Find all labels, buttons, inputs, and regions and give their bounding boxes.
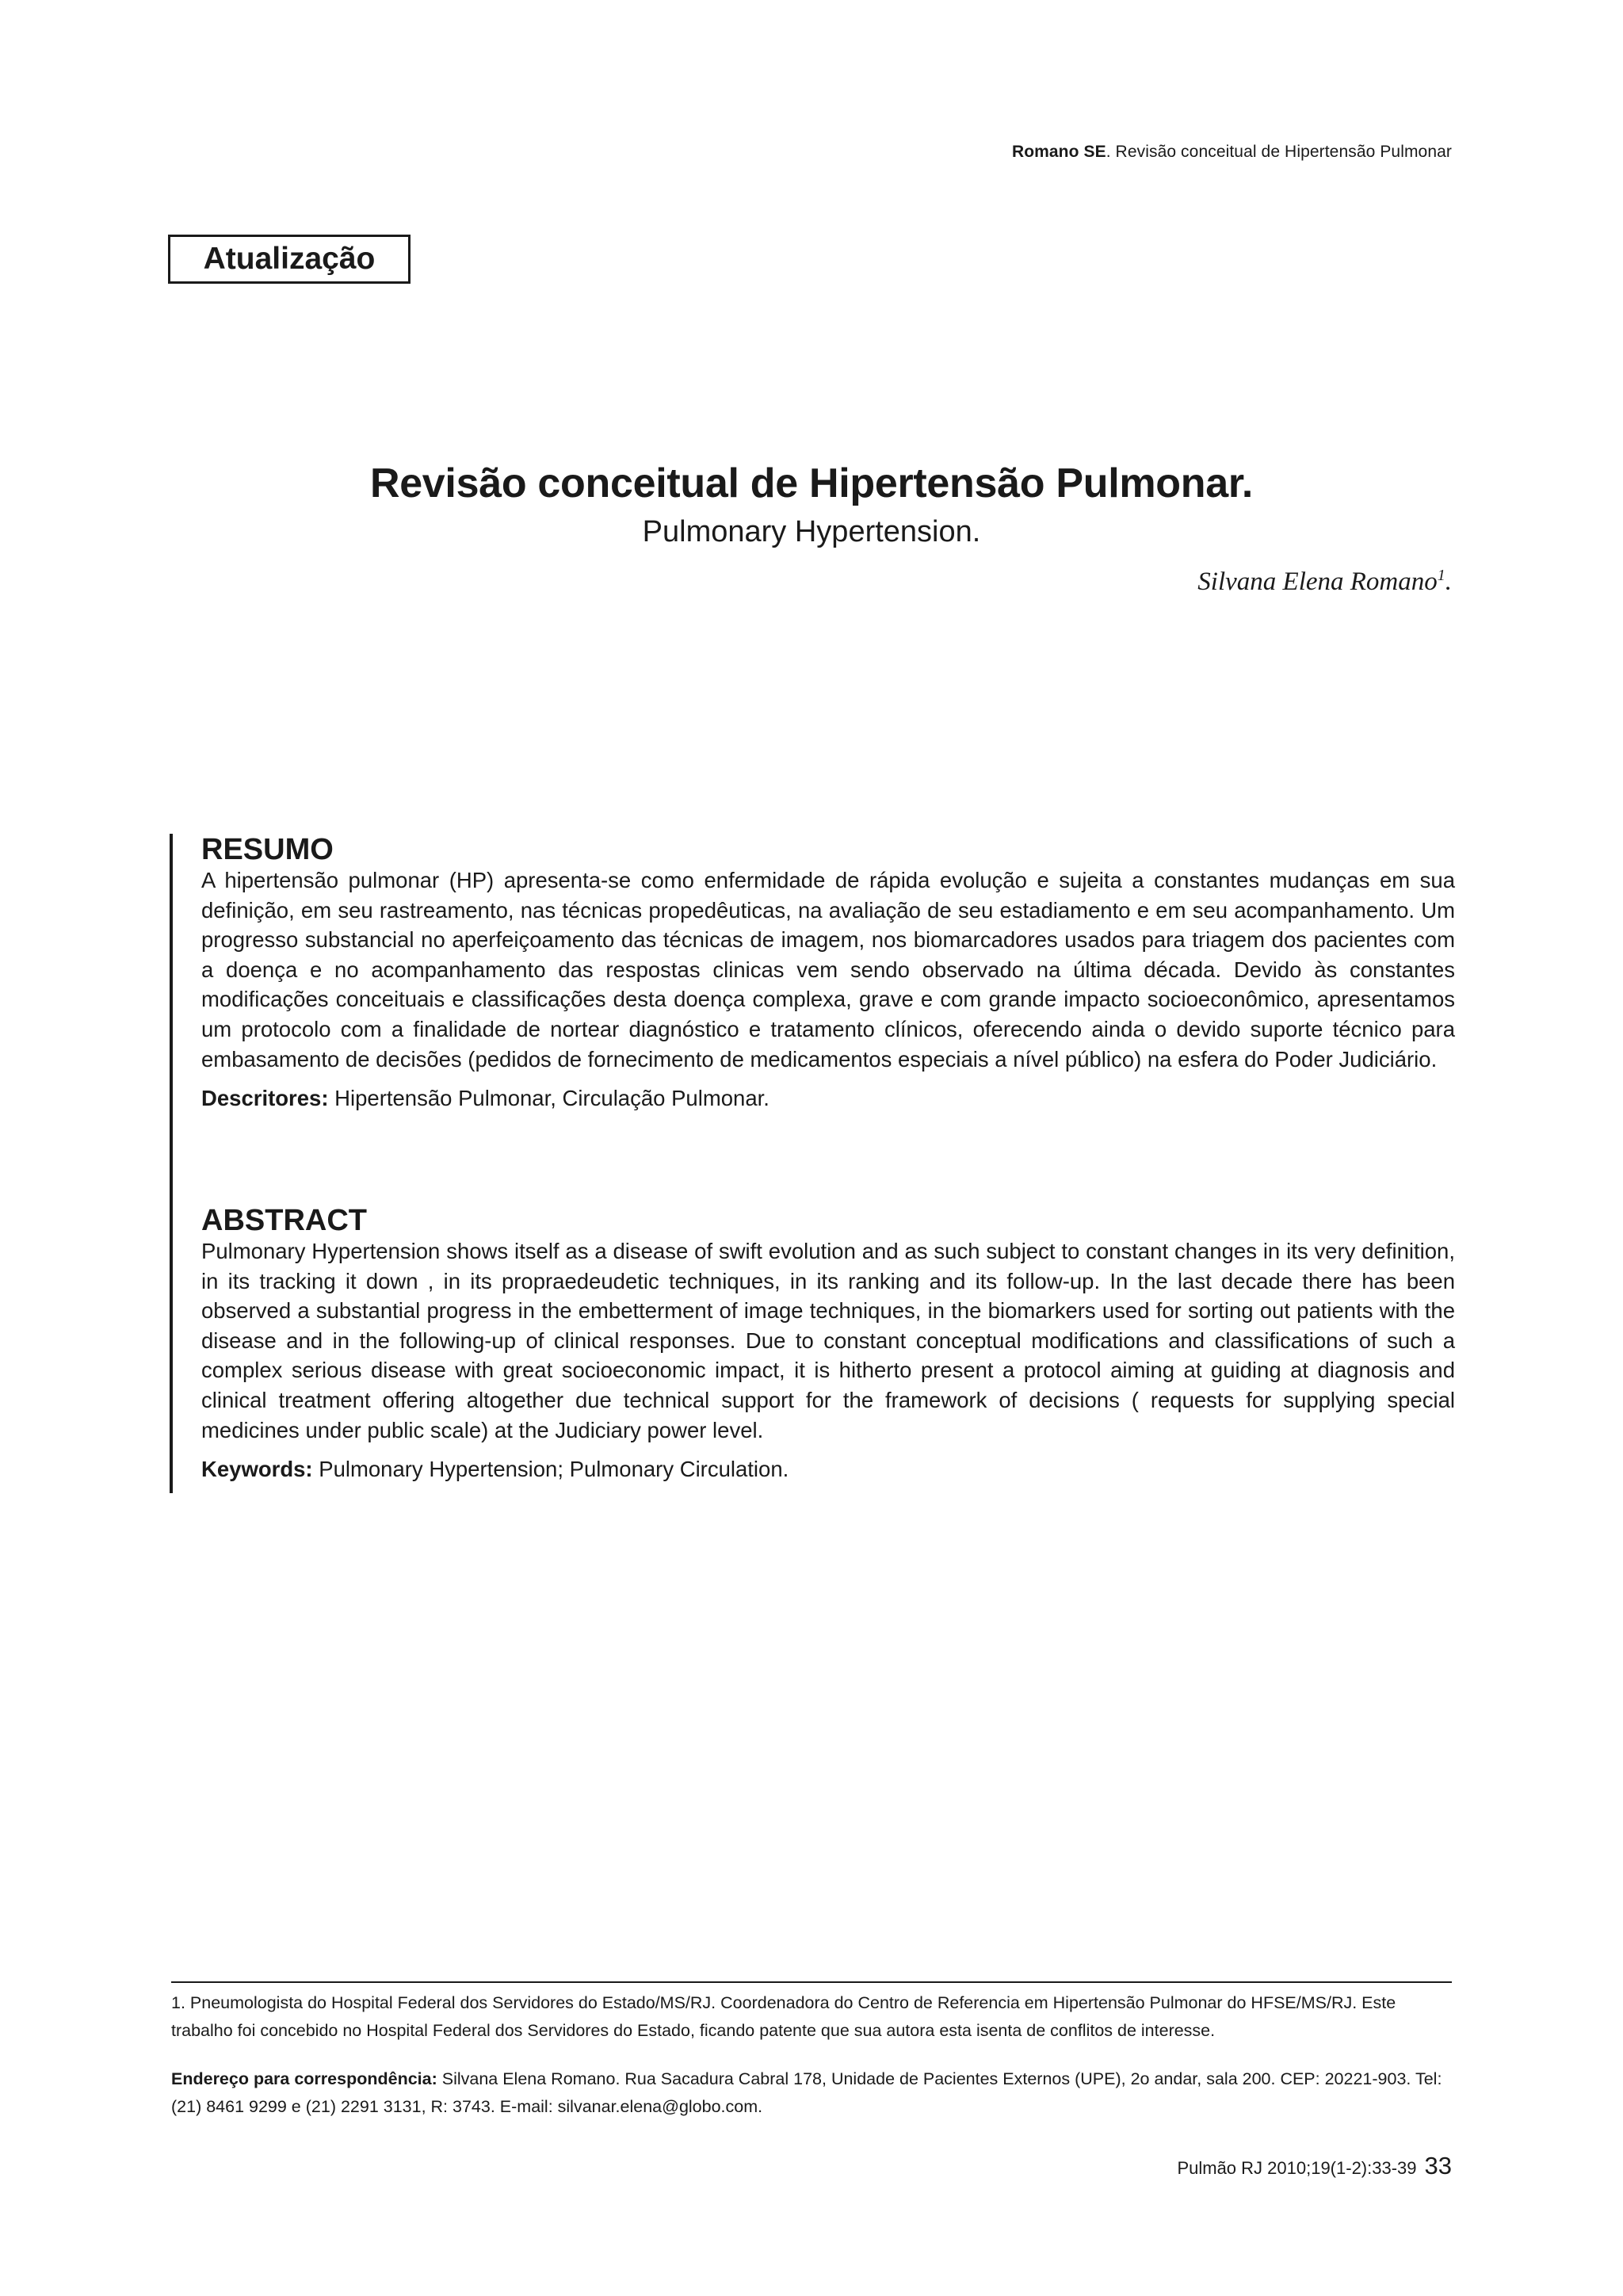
article-author [1197,567,1452,597]
running-header-title: . Revisão conceitual de Hipertensão Pulmonar [1106,143,1452,161]
abstract-keywords-text: Pulmonary Hypertension; Pulmonary Circulation. [312,1457,789,1482]
resumo-text: A hipertensão pulmonar (HP) apresenta-se como enfermidade de rápida evolução e sujeita a constantes mudanças em sua definição, em seu rastreamento, nas técnicas propedêuticas, na avaliação de seu estadiamento e em seu acompanhamento. Um progresso substancial no aperfeiçoamento das técnicas de imagem, nos biomarcadores usados para triagem dos pacientes com a doença e no acompanhamento das respostas clinicas vem sendo observado na última década. Devido às constantes modificações conceituais e classificações desta doença complexa, grave e com grande impacto socioeconômico, apresentamos um protocolo com a finalidade de nortear diagnóstico e tratamento clínicos, oferecendo ainda o devido suporte técnico para embasamento de decisões (pedidos de fornecimento de medicamentos especiais a nível público) na esfera do Poder Judiciário. [201,868,1455,1072]
resumo-section [201,834,1455,1114]
page-footer [1177,2152,1452,2180]
author-name: Silvana Elena Romano [1197,567,1438,596]
abstract-keywords-label: Keywords: [201,1457,313,1482]
author-suffix: . [1445,567,1452,596]
author-affiliation-mark: 1 [1437,567,1445,584]
resumo-heading: RESUMO [201,833,334,866]
running-header-author: Romano SE [1011,143,1106,161]
footnote-affiliation: 1. Pneumologista do Hospital Federal dos Servidores do Estado/MS/RJ. Coordenadora do Centro de Referencia em Hipertensão Pulmonar do HFSE/MS/RJ. Este trabalho foi concebido no Hospital Federal dos Servidores do Estado, ficando patente que sua autora esta isenta de conflitos de interesse. [171,1993,1396,2040]
page-number: 33 [1424,2152,1452,2179]
abstract-section [201,1205,1455,1484]
running-header [1012,143,1452,162]
footer-citation: Pulmão RJ 2010;19(1-2):33-39 [1177,2158,1417,2178]
footnote-address [171,2065,1452,2121]
abstract-heading: ABSTRACT [201,1204,367,1237]
resumo-keywords-label: Descritores: [201,1086,329,1111]
section-tag: Atualização [168,235,411,284]
footnote-address-text: Silvana Elena Romano. Rua Sacadura Cabral 178, Unidade de Pacientes Externos (UPE), 2o andar, sala 200. CEP: 20221-903. Tel: (21) 8461 9299 e (21) 2291 3131, R: 3743. E-mail: silvanar.elena@globo.com. [171,2069,1442,2116]
abstract-keywords [201,1454,1455,1484]
footnote-rule [171,1981,1452,1983]
article-title: Revisão conceitual de Hipertensão Pulmonar. [369,460,1254,506]
footnote-address-label: Endereço para correspondência: [171,2069,437,2088]
footnotes [171,1989,1452,2121]
abstract-block [170,834,1457,1493]
resumo-keywords-text: Hipertensão Pulmonar, Circulação Pulmonar. [328,1086,769,1111]
article-subtitle: Pulmonary Hypertension. [642,515,981,548]
resumo-keywords [201,1083,1455,1114]
abstract-text: Pulmonary Hypertension shows itself as a disease of swift evolution and as such subject to constant changes in its very definition, in its tracking it down , in its propraedeudetic techniques, in its ranking and its follow-up. In the last decade there has been observed a substantial progress in the embetterment of image techniques, in the biomarkers used for sorting out patients with the disease and in the following-up of clinical responses. Due to constant conceptual modifications and classifications of such a complex serious disease with great socioeconomic impact, it is hitherto present a protocol aiming at guiding at diagnosis and clinical treatment offering altogether due technical support for the framework of decisions ( requests for supplying special medicines under public scale) at the Judiciary power level. [201,1239,1455,1442]
